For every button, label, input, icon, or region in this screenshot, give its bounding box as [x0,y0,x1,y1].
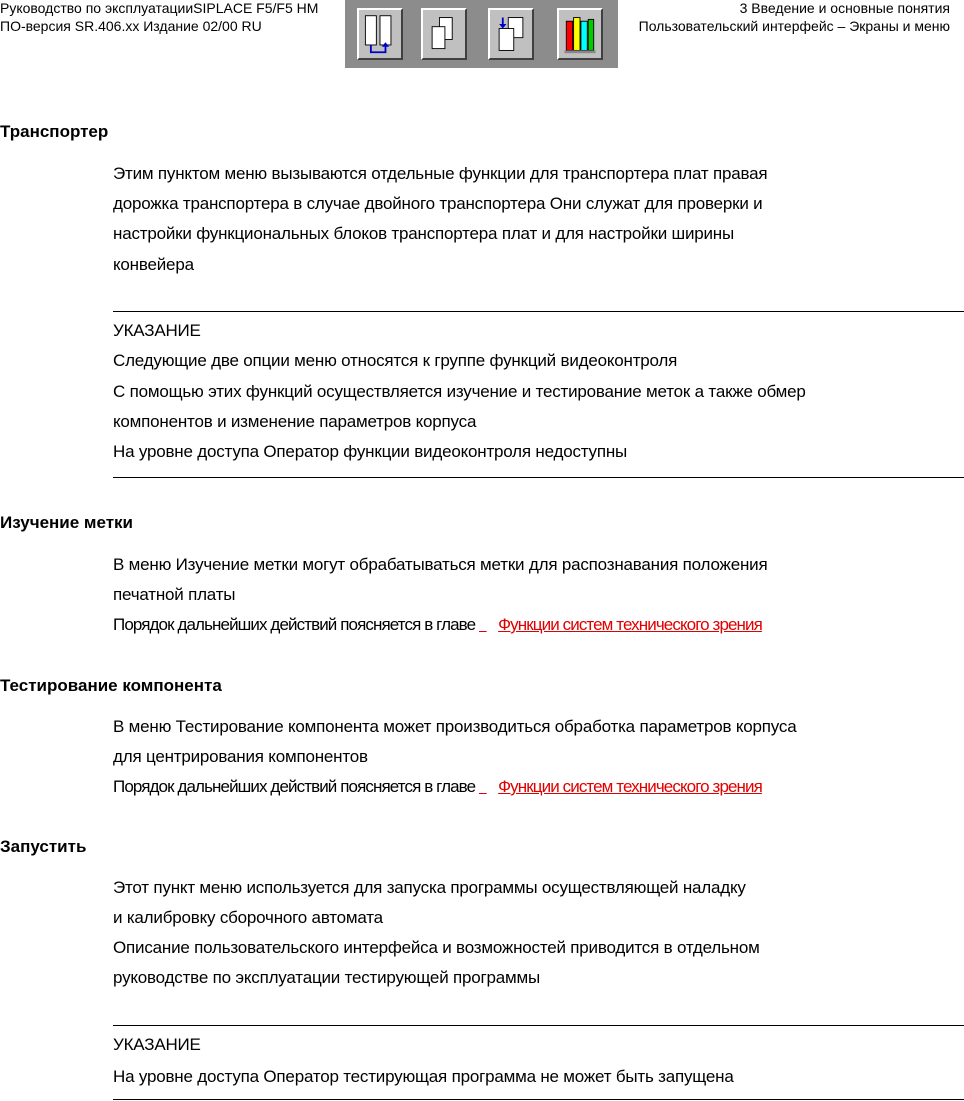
paragraph-line: печатной платы [113,585,236,604]
note-line: Следующие две опции меню относятся к группе функций видеоконтроля [113,351,678,370]
divider [113,1099,964,1100]
navigation-toolbar [345,0,618,68]
header-manual-title: Руководство по эксплуатацииSIPLACE F5/F5 HM [0,0,319,16]
note-line: компонентов и изменение параметров корпуса [113,412,477,431]
note-heading: УКАЗАНИЕ [113,1035,201,1054]
note-line: С помощью этих функций осуществляется изучение и тестирование меток а также обмер [113,382,806,401]
paragraph-line: Этим пунктом меню вызываются отдельные функции для транспортера плат правая [113,164,768,183]
paragraph-line: Этот пункт меню используется для запуска программы осуществляющей наладку [113,878,746,897]
library-books-icon [559,10,601,58]
section-heading-mark-learning: Изучение метки [0,513,134,532]
library-button[interactable] [557,8,603,60]
contents-button[interactable] [357,8,403,60]
paragraph-line: и калибровку сборочного автомата [113,908,383,927]
paragraph-line: для центрирования компонентов [113,747,368,766]
header-version: ПО-версия SR.406.xx Издание 02/00 RU [0,18,262,34]
reference-text: Порядок дальнейших действий поясняется в главе [113,777,476,796]
note-line: На уровне доступа Оператор функции видеоконтроля недоступны [113,442,628,461]
section-heading-component-test: Тестирование компонента [0,676,222,695]
section-heading-conveyor: Транспортер [0,122,109,141]
paragraph-line: настройки функциональных блоков транспортера плат и для настройки ширины [113,224,735,243]
reference-text: Порядок дальнейших действий поясняется в главе [113,615,476,634]
paragraph-line: руководстве по эксплуатации тестирующей программы [113,968,541,987]
section-heading-launch: Запустить [0,837,87,856]
divider [113,311,964,312]
pages-button[interactable] [421,8,467,60]
paragraph-line: Описание пользовательского интерфейса и возможностей приводится в отдельном [113,938,760,957]
divider [113,477,964,478]
pages-icon [423,10,465,58]
paragraph-line: В меню Изучение метки могут обрабатываться метки для распознавания положения [113,555,768,574]
vision-functions-link[interactable]: Функции систем технического зрения [498,777,762,796]
vision-functions-link[interactable]: Функции систем технического зрения [498,615,762,634]
contents-icon [359,10,401,58]
paragraph-line: В меню Тестирование компонента может производиться обработка параметров корпуса [113,717,797,736]
header-chapter: 3 Введение и основные понятия [739,0,950,16]
paragraph-line: дорожка транспортера в случае двойного транспортера Они служат для проверки и [113,194,763,213]
divider [113,1025,964,1026]
back-document-icon [490,10,532,58]
header-section: Пользовательский интерфейс – Экраны и меню [638,18,950,34]
note-heading: УКАЗАНИЕ [113,321,201,340]
back-button[interactable] [488,8,534,60]
note-line: На уровне доступа Оператор тестирующая программа не может быть запущена [113,1067,734,1086]
paragraph-line: конвейера [113,255,194,274]
